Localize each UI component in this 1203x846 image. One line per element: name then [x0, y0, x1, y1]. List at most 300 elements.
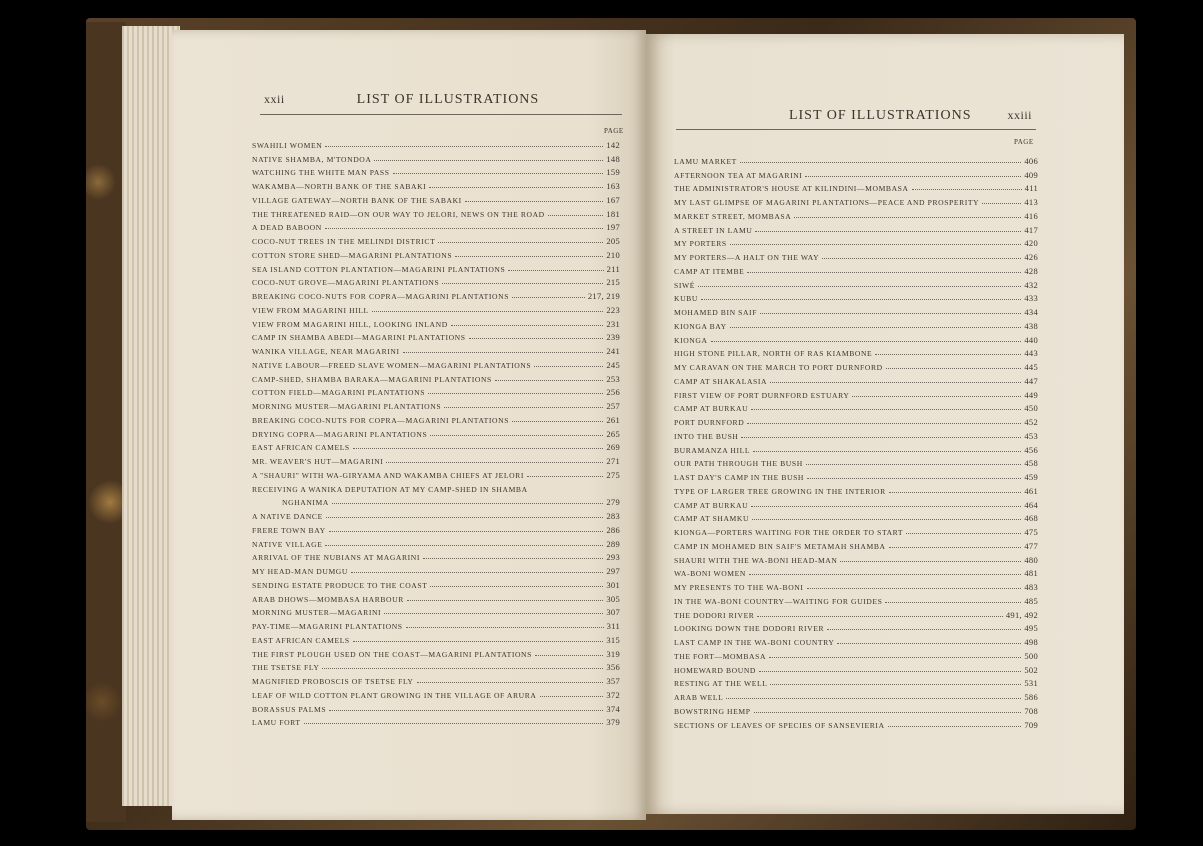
- illustration-caption: NATIVE LABOUR—FREED SLAVE WOMEN—MAGARINI PLANTATIONS: [252, 360, 532, 370]
- list-item: [252, 590, 620, 604]
- dot-leader: [325, 545, 603, 546]
- illustration-caption: CAMP AT BURKAU: [674, 404, 749, 414]
- dot-leader: [760, 313, 1021, 314]
- dot-leader: [827, 629, 1021, 630]
- page-number: 428: [1024, 265, 1038, 276]
- list-item: [674, 675, 1038, 689]
- dot-leader: [455, 256, 603, 257]
- list-item: [674, 317, 1038, 331]
- illustration-caption: VILLAGE GATEWAY—NORTH BANK OF THE SABAKI: [252, 195, 462, 205]
- dot-leader: [332, 503, 603, 504]
- page-number: 231: [606, 318, 620, 329]
- list-item: [674, 702, 1038, 716]
- list-item: [252, 356, 620, 370]
- dot-leader: [770, 684, 1021, 685]
- list-item: [252, 315, 620, 329]
- illustration-caption: WATCHING THE WHITE MAN PASS: [252, 168, 390, 178]
- illustration-caption: A DEAD BABOON: [252, 223, 322, 233]
- illustration-caption: COTTON STORE SHED—MAGARINI PLANTATIONS: [252, 250, 453, 260]
- dot-leader: [769, 657, 1021, 658]
- marbled-endpaper: [86, 22, 126, 822]
- illustration-caption: SWAHILI WOMEN: [252, 140, 323, 150]
- list-item: [674, 248, 1038, 262]
- dot-leader: [527, 476, 603, 477]
- page-number: 417: [1024, 224, 1038, 235]
- list-item: [252, 260, 620, 274]
- dot-leader: [423, 558, 603, 559]
- dot-leader: [428, 393, 603, 394]
- illustration-caption: WAKAMBA—NORTH BANK OF THE SABAKI: [252, 182, 427, 191]
- illustration-caption: LAST CAMP IN THE WA-BONI COUNTRY: [674, 638, 835, 647]
- list-item: [674, 180, 1038, 194]
- page-number: 211: [606, 263, 620, 274]
- illustration-caption: BREAKING COCO-NUTS FOR COPRA—MAGARINI PLANTATIONS: [252, 415, 510, 425]
- illustration-caption: MY HEAD-MAN DUMGU: [252, 567, 348, 576]
- page-number: 708: [1024, 705, 1038, 716]
- illustration-caption: LOOKING DOWN THE DODORI RIVER: [674, 624, 825, 634]
- dot-leader: [885, 602, 1021, 603]
- page-number: 245: [606, 359, 620, 370]
- dot-leader: [429, 187, 603, 188]
- dot-leader: [403, 352, 604, 353]
- list-item: [252, 617, 620, 631]
- page-number: 447: [1024, 375, 1038, 386]
- list-item: [252, 507, 620, 521]
- list-item: [252, 177, 620, 191]
- list-item: [674, 152, 1038, 166]
- dot-leader: [508, 270, 603, 271]
- illustration-caption: SENDING ESTATE PRODUCE TO THE COAST: [252, 580, 428, 590]
- list-item: [674, 400, 1038, 414]
- list-item: [674, 688, 1038, 702]
- illustration-caption: COCO-NUT TREES IN THE MELINDI DISTRICT: [252, 237, 436, 246]
- list-item: [252, 494, 620, 508]
- illustration-caption: VIEW FROM MAGARINI HILL, LOOKING INLAND: [252, 319, 448, 329]
- page-number: 443: [1024, 348, 1038, 359]
- illustration-caption: MORNING MUSTER—MAGARINI PLANTATIONS: [252, 402, 442, 411]
- dot-leader: [805, 176, 1021, 177]
- illustration-caption: MY CARAVAN ON THE MARCH TO PORT DURNFORD: [674, 363, 883, 372]
- dot-leader: [889, 547, 1022, 548]
- page-number: 311: [606, 621, 620, 631]
- dot-leader: [726, 698, 1021, 699]
- list-item: [252, 232, 620, 246]
- dot-leader: [438, 242, 603, 243]
- illustration-caption: THE THREATENED RAID—ON OUR WAY TO JELORI, NEWS ON THE ROAD: [252, 209, 545, 219]
- page-number: 449: [1024, 389, 1038, 400]
- right-running-title: LIST OF ILLUSTRATIONS: [788, 108, 972, 123]
- left-page: [172, 30, 646, 820]
- dot-leader: [442, 283, 603, 284]
- list-item: [252, 672, 620, 686]
- page-number: 475: [1024, 527, 1038, 537]
- page-number: 498: [1024, 637, 1038, 647]
- page-number: 253: [606, 373, 620, 384]
- illustration-caption: MAGNIFIED PROBOSCIS OF TSETSE FLY: [252, 677, 414, 686]
- page-number: 319: [606, 648, 620, 659]
- list-item: [674, 633, 1038, 647]
- illustration-caption: THE TSETSE FLY: [252, 663, 320, 673]
- dot-leader: [326, 517, 604, 518]
- illustration-caption: LEAF OF WILD COTTON PLANT GROWING IN THE VILLAGE OF ARURA: [252, 690, 537, 700]
- list-item: [674, 661, 1038, 675]
- list-item: [252, 384, 620, 398]
- illustration-caption: A NATIVE DANCE: [252, 512, 323, 521]
- dot-leader: [794, 217, 1021, 218]
- list-item: [674, 578, 1038, 592]
- page-number: 379: [606, 717, 620, 728]
- illustration-caption: MORNING MUSTER—MAGARINI: [252, 608, 382, 618]
- list-item: [252, 535, 620, 549]
- illustration-caption: CAMP AT SHAMKU: [674, 514, 750, 524]
- list-item: [252, 164, 620, 178]
- illustration-caption: MARKET STREET, MOMBASA: [674, 211, 792, 221]
- page-number: 433: [1024, 293, 1038, 304]
- page-number: 416: [1024, 210, 1038, 221]
- dot-leader: [329, 531, 604, 532]
- illustration-caption: PORT DURNFORD: [674, 418, 745, 427]
- illustration-caption: MR. WEAVER'S HUT—MAGARINI: [252, 457, 384, 466]
- list-item: [674, 276, 1038, 290]
- list-item: [252, 645, 620, 659]
- dot-leader: [912, 189, 1022, 190]
- dot-leader: [822, 258, 1021, 259]
- illustration-caption: MOHAMED BIN SAIF: [674, 308, 758, 317]
- page-number: 205: [606, 236, 620, 246]
- list-item: [252, 631, 620, 645]
- list-item: [252, 205, 620, 219]
- dot-leader: [770, 382, 1021, 383]
- list-item: [674, 427, 1038, 441]
- page-number: 459: [1024, 472, 1038, 482]
- list-item: [252, 452, 620, 466]
- page-number: 468: [1024, 513, 1038, 524]
- dot-leader: [512, 297, 585, 298]
- dot-leader: [374, 160, 603, 161]
- dot-leader: [325, 146, 603, 147]
- illustration-caption: LAST DAY'S CAMP IN THE BUSH: [674, 473, 805, 482]
- dot-leader: [372, 311, 604, 312]
- page-number: 257: [606, 401, 620, 411]
- page-number: 456: [1024, 444, 1038, 455]
- list-item: [252, 274, 620, 288]
- dot-leader: [353, 448, 604, 449]
- page-number: 458: [1024, 458, 1038, 469]
- illustration-caption: INTO THE BUSH: [674, 431, 739, 441]
- dot-leader: [495, 380, 603, 381]
- dot-leader: [469, 338, 604, 339]
- dot-leader: [407, 600, 603, 601]
- list-item: [674, 345, 1038, 359]
- right-page-header: [676, 108, 1032, 124]
- dot-leader: [982, 203, 1021, 204]
- list-item: [252, 714, 620, 728]
- list-item: [674, 510, 1038, 524]
- list-item: [252, 287, 620, 301]
- list-item: [674, 482, 1038, 496]
- list-item: [252, 246, 620, 260]
- illustration-caption: IN THE WA-BONI COUNTRY—WAITING FOR GUIDES: [674, 596, 883, 606]
- left-page-column-label: PAGE: [604, 127, 624, 135]
- list-item: [252, 439, 620, 453]
- left-page-header: [264, 92, 620, 108]
- illustration-caption: AFTERNOON TEA AT MAGARINI: [674, 170, 803, 180]
- page-number: 275: [606, 469, 620, 480]
- page-number: 293: [606, 552, 620, 563]
- illustration-caption: CAMP AT ITEMBE: [674, 266, 745, 276]
- right-page-column-label: PAGE: [1014, 138, 1034, 146]
- dot-leader: [701, 299, 1021, 300]
- dot-leader: [755, 231, 1021, 232]
- illustration-caption: KUBU: [674, 294, 698, 304]
- illustration-caption: WANIKA VILLAGE, NEAR MAGARINI: [252, 347, 400, 356]
- dot-leader: [535, 655, 603, 656]
- illustration-caption: MY PORTERS: [674, 239, 727, 249]
- dot-leader: [807, 588, 1022, 589]
- list-item: [674, 647, 1038, 661]
- dot-leader: [889, 492, 1022, 493]
- dot-leader: [322, 668, 603, 669]
- list-item: [252, 549, 620, 563]
- page-number: 307: [606, 607, 620, 618]
- page-number: 491, 492: [1005, 609, 1038, 620]
- list-item: [674, 523, 1038, 537]
- illustration-caption: PAY-TIME—MAGARINI PLANTATIONS: [252, 622, 403, 631]
- illustration-caption: MY PRESENTS TO THE WA-BONI: [674, 583, 804, 592]
- page-number: 438: [1024, 320, 1038, 331]
- dot-leader: [751, 409, 1021, 410]
- list-item: [674, 413, 1038, 427]
- illustration-caption: THE ADMINISTRATOR'S HOUSE AT KILINDINI—MOMBASA: [674, 184, 909, 194]
- illustration-caption: NGHANIMA: [282, 498, 329, 508]
- page-number: 279: [606, 497, 620, 508]
- dot-leader: [444, 407, 603, 408]
- dot-leader: [751, 506, 1021, 507]
- illustration-caption: LAMU MARKET: [674, 156, 737, 166]
- dot-leader: [540, 696, 604, 697]
- dot-leader: [548, 215, 604, 216]
- page-number: 315: [606, 634, 620, 645]
- dot-leader: [512, 421, 603, 422]
- illustration-caption: FIRST VIEW OF PORT DURNFORD ESTUARY: [674, 390, 850, 400]
- illustration-caption: THE DODORI RIVER: [674, 610, 755, 620]
- illustration-caption: NATIVE VILLAGE: [252, 539, 323, 549]
- dot-leader: [747, 423, 1021, 424]
- page-number: 502: [1024, 664, 1038, 675]
- illustration-caption: SEA ISLAND COTTON PLANTATION—MAGARINI PLANTATIONS: [252, 264, 506, 274]
- dot-leader: [740, 162, 1021, 163]
- page-number: 265: [606, 428, 620, 439]
- list-item: [674, 620, 1038, 634]
- dot-leader: [417, 682, 604, 683]
- list-item: [674, 606, 1038, 620]
- left-folio: xxii: [264, 92, 285, 106]
- illustration-caption: HOMEWARD BOUND: [674, 665, 757, 675]
- dot-leader: [852, 396, 1021, 397]
- dot-leader: [906, 533, 1021, 534]
- right-header-rule: [676, 129, 1036, 130]
- illustration-caption: EAST AFRICAN CAMELS: [252, 635, 350, 645]
- list-item: [252, 686, 620, 700]
- left-running-title: LIST OF ILLUSTRATIONS: [356, 92, 540, 107]
- right-folio: xxiii: [1007, 108, 1032, 122]
- page-number: 586: [1024, 692, 1038, 702]
- dot-leader: [304, 723, 604, 724]
- dot-leader: [386, 462, 603, 463]
- page-number: 283: [606, 511, 620, 521]
- illustration-caption: KIONGA: [674, 335, 708, 345]
- list-item: [674, 468, 1038, 482]
- illustration-caption: THE FORT—MOMBASA: [674, 651, 767, 661]
- list-item: [252, 411, 620, 425]
- dot-leader: [730, 244, 1022, 245]
- list-item: [674, 455, 1038, 469]
- illustration-caption: SECTIONS OF LEAVES OF SPECIES OF SANSEVIERIA: [674, 720, 885, 730]
- right-illustration-list: [674, 152, 1038, 730]
- list-item: [252, 521, 620, 535]
- list-item: [252, 191, 620, 205]
- page-number: 241: [606, 346, 620, 356]
- illustration-caption: DRYING COPRA—MAGARINI PLANTATIONS: [252, 429, 428, 439]
- illustration-caption: FRERE TOWN BAY: [252, 525, 326, 535]
- page-number: 142: [606, 139, 620, 150]
- illustration-caption: BORASSUS PALMS: [252, 704, 327, 714]
- dot-leader: [759, 671, 1021, 672]
- dot-leader: [747, 272, 1021, 273]
- illustration-caption: BOWSTRING HEMP: [674, 706, 751, 716]
- list-item: [674, 496, 1038, 510]
- page-number: 210: [606, 249, 620, 260]
- page-number: 215: [606, 277, 620, 288]
- dot-leader: [807, 478, 1021, 479]
- list-item: [674, 537, 1038, 551]
- list-item: [674, 221, 1038, 235]
- list-item: [674, 290, 1038, 304]
- page-number: 420: [1024, 238, 1038, 249]
- page-number: 452: [1024, 417, 1038, 427]
- illustration-caption: COCO-NUT GROVE—MAGARINI PLANTATIONS: [252, 278, 440, 288]
- illustration-caption: CAMP-SHED, SHAMBA BARAKA—MAGARINI PLANTATIONS: [252, 374, 492, 384]
- dot-leader: [754, 712, 1022, 713]
- illustration-caption: CAMP AT BURKAU: [674, 500, 749, 510]
- dot-leader: [837, 643, 1021, 644]
- illustration-caption: BURAMANZA HILL: [674, 445, 751, 455]
- dot-leader: [430, 435, 603, 436]
- list-item: [252, 370, 620, 384]
- page-number: 163: [606, 181, 620, 191]
- page-number: 411: [1024, 183, 1038, 194]
- illustration-caption: ARAB WELL: [674, 693, 724, 702]
- page-number: 440: [1024, 334, 1038, 345]
- illustration-caption: A STREET IN LAMU: [674, 225, 753, 235]
- page-number: 477: [1024, 540, 1038, 551]
- dot-leader: [757, 616, 1002, 617]
- list-item: [252, 700, 620, 714]
- illustration-caption: SIWÉ: [674, 280, 695, 290]
- page-number: 374: [606, 703, 620, 714]
- list-item: [252, 659, 620, 673]
- list-item: [252, 219, 620, 233]
- list-item: [252, 301, 620, 315]
- page-number: 286: [606, 524, 620, 535]
- list-item: [674, 193, 1038, 207]
- list-item: [674, 262, 1038, 276]
- page-number: 301: [606, 579, 620, 590]
- dot-leader: [806, 464, 1022, 465]
- list-item: [252, 576, 620, 590]
- page-number: 181: [606, 208, 620, 219]
- dot-leader: [351, 572, 603, 573]
- dot-leader: [711, 341, 1022, 342]
- page-number: 159: [606, 167, 620, 178]
- illustration-caption: NATIVE SHAMBA, M'TONDOA: [252, 154, 372, 164]
- page-number: 461: [1024, 485, 1038, 496]
- left-header-rule: [260, 114, 622, 115]
- page-number: 464: [1024, 499, 1038, 510]
- dot-leader: [393, 173, 604, 174]
- dot-leader: [752, 519, 1021, 520]
- list-item: [252, 562, 620, 576]
- dot-leader: [451, 325, 604, 326]
- dot-leader: [741, 437, 1021, 438]
- page-number: 426: [1024, 252, 1038, 262]
- list-item: [674, 358, 1038, 372]
- illustration-caption: VIEW FROM MAGARINI HILL: [252, 305, 369, 315]
- right-page: [646, 34, 1124, 814]
- page-number: 167: [606, 194, 620, 205]
- list-item: [674, 303, 1038, 317]
- dot-leader: [753, 451, 1021, 452]
- page-number: 500: [1024, 650, 1038, 661]
- illustration-caption: RESTING AT THE WELL: [674, 679, 768, 689]
- dot-leader: [698, 286, 1021, 287]
- dot-leader: [886, 368, 1022, 369]
- illustration-caption: THE FIRST PLOUGH USED ON THE COAST—MAGARINI PLANTATIONS: [252, 649, 532, 659]
- illustration-caption: COTTON FIELD—MAGARINI PLANTATIONS: [252, 388, 426, 398]
- page-number: 531: [1024, 678, 1038, 689]
- illustration-caption: TYPE OF LARGER TREE GROWING IN THE INTERIOR: [674, 486, 886, 496]
- illustration-caption: WA-BONI WOMEN: [674, 569, 746, 579]
- page-number: 709: [1024, 719, 1038, 730]
- illustration-caption: OUR PATH THROUGH THE BUSH: [674, 459, 803, 469]
- page-number: 480: [1024, 554, 1038, 565]
- page-number: 495: [1024, 623, 1038, 634]
- page-number: 409: [1024, 169, 1038, 180]
- page-number: 256: [606, 387, 620, 398]
- dot-leader: [730, 327, 1022, 328]
- page-number: 239: [606, 332, 620, 343]
- dot-leader: [888, 726, 1022, 727]
- page-number: 372: [606, 689, 620, 700]
- dot-leader: [406, 627, 604, 628]
- list-item: [252, 604, 620, 618]
- page-number: 432: [1024, 279, 1038, 290]
- list-item: [674, 441, 1038, 455]
- page-number: 450: [1024, 403, 1038, 414]
- list-item: [674, 551, 1038, 565]
- illustration-caption: SHAURI WITH THE WA-BONI HEAD-MAN: [674, 555, 838, 565]
- page-number: 483: [1024, 582, 1038, 592]
- page-number: 453: [1024, 430, 1038, 441]
- list-item: [252, 136, 620, 150]
- list-item: [252, 342, 620, 356]
- left-illustration-list: [252, 136, 620, 727]
- list-item: [674, 592, 1038, 606]
- page-number: 481: [1024, 568, 1038, 579]
- illustration-caption: RECEIVING A WANIKA DEPUTATION AT MY CAMP-SHED IN SHAMBA: [252, 484, 528, 494]
- list-item: [674, 235, 1038, 249]
- page-number: 413: [1024, 197, 1038, 207]
